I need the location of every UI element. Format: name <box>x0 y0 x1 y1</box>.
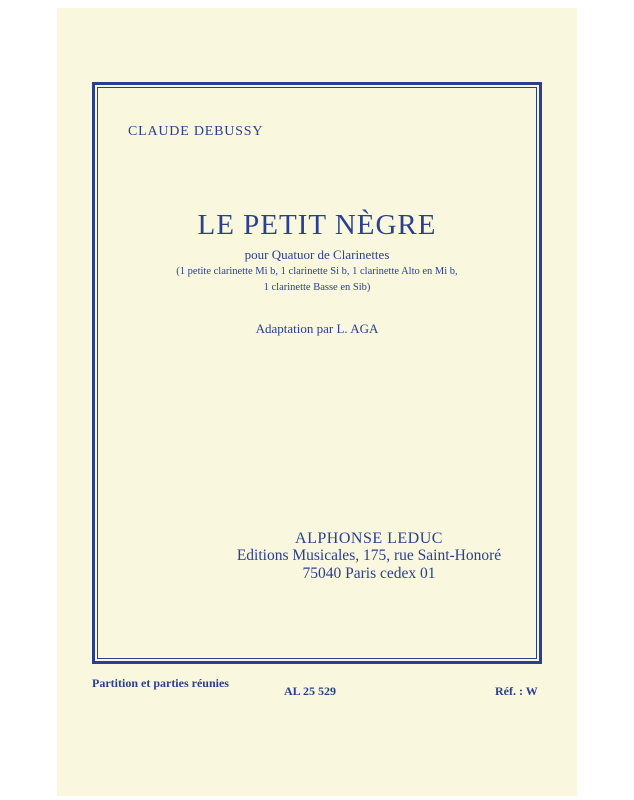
instrumentation-line-1: (1 petite clarinette Mi b, 1 clarinette Si b, 1 clarinette Alto en Mi b, <box>176 266 458 277</box>
publisher-city: 75040 Paris cedex 01 <box>302 565 436 582</box>
adaptation-credit: Adaptation par L. AGA <box>255 321 379 336</box>
publisher-name: ALPHONSE LEDUC <box>295 530 443 547</box>
catalog-number: AL 25 529 <box>284 684 337 698</box>
work-title: LE PETIT NÈGRE <box>197 209 437 241</box>
publisher-address: Editions Musicales, 175, rue Saint-Honoré <box>236 547 502 564</box>
instrumentation-line-2: 1 clarinette Basse en Sib) <box>263 282 371 293</box>
composer-name: CLAUDE DEBUSSY <box>128 124 264 139</box>
work-subtitle: pour Quatuor de Clarinettes <box>244 247 390 262</box>
reference-code: Réf. : W <box>495 684 538 698</box>
edition-note: Partition et parties réunies <box>92 676 229 690</box>
